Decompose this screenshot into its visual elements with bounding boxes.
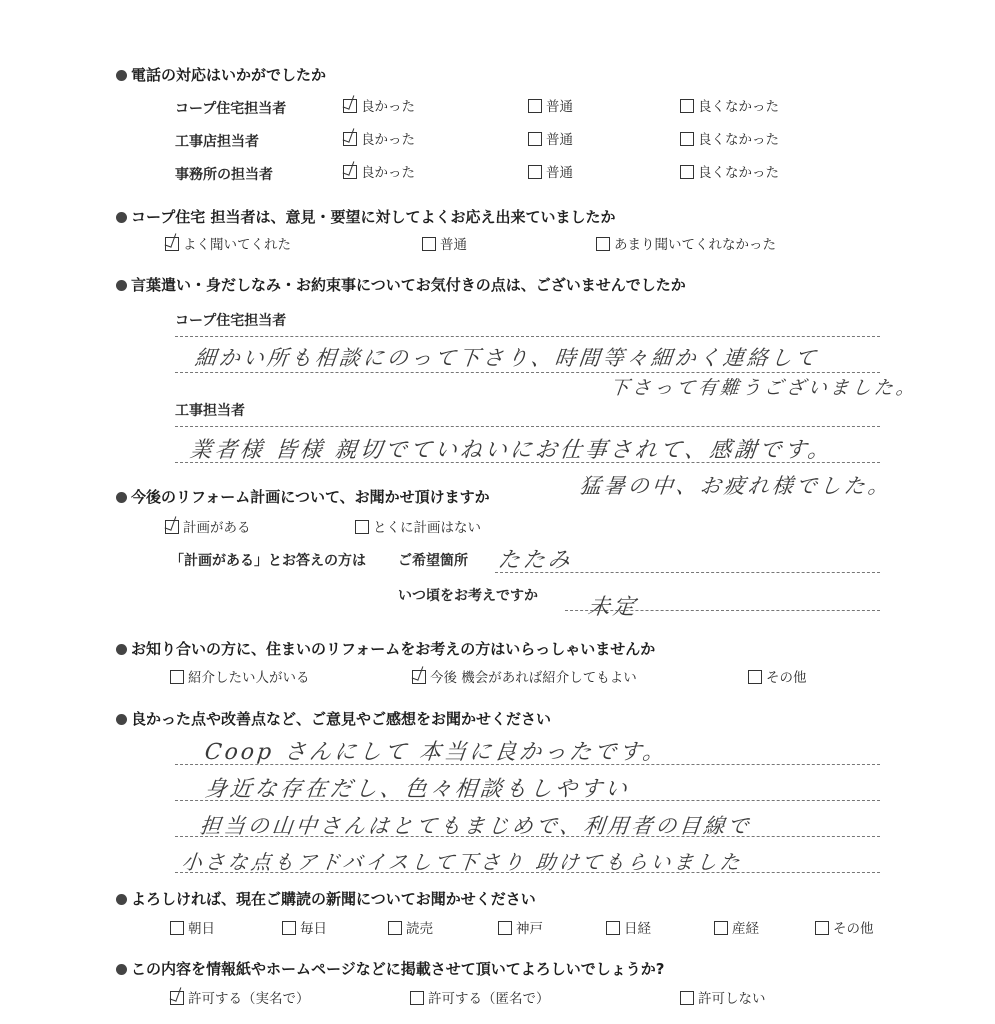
q5-title: お知り合いの方に、住まいのリフォームをお考えの方はいらっしゃいませんか	[116, 638, 655, 659]
q8-opt2[interactable]: 許可する（匿名で）	[410, 987, 550, 1007]
checkbox-icon[interactable]	[680, 991, 694, 1005]
answer-line	[175, 836, 880, 837]
answer-line	[175, 764, 880, 765]
q2-opt1[interactable]: よく聞いてくれた	[165, 233, 291, 253]
q7-opt-yomiuri[interactable]: 読売	[388, 917, 433, 937]
q1-row3-opt2[interactable]: 普通	[528, 161, 573, 181]
q1-row1-label: コープ住宅担当者	[175, 101, 287, 117]
q1-row2-opt1[interactable]: 良かった	[343, 128, 415, 148]
checkbox-checked-icon[interactable]	[343, 99, 357, 113]
q1-row2-label: 工事店担当者	[175, 134, 259, 150]
q4-place-value: たたみ	[496, 548, 575, 573]
q1-row3-label: 事務所の担当者	[175, 167, 273, 183]
checkbox-icon[interactable]	[680, 132, 694, 146]
answer-line	[175, 872, 880, 873]
q4-opt2[interactable]: とくに計画はない	[355, 516, 481, 536]
q1-row1-opt2[interactable]: 普通	[528, 95, 573, 115]
q8-title: この内容を情報紙やホームページなどに掲載させて頂いてよろしいでしょうか?	[116, 958, 664, 979]
checkbox-icon[interactable]	[748, 670, 762, 684]
q1-row3-opt3[interactable]: 良くなかった	[680, 161, 779, 181]
q6-handwriting-1: Coop さんにして 本当に良かったです。	[203, 740, 669, 765]
q8-opt1[interactable]: 許可する（実名で）	[170, 987, 310, 1007]
q6-handwriting-4: 小さな点もアドバイスして下さり 助けてもらいました	[180, 850, 744, 874]
checkbox-icon[interactable]	[355, 520, 369, 534]
checkbox-icon[interactable]	[528, 132, 542, 146]
q1-row1-opt1[interactable]: 良かった	[343, 95, 415, 115]
q1-row3-opt1[interactable]: 良かった	[343, 161, 415, 181]
checkbox-icon[interactable]	[410, 991, 424, 1005]
bullet-icon	[116, 70, 127, 81]
bullet-icon	[116, 212, 127, 223]
checkbox-checked-icon[interactable]	[170, 991, 184, 1005]
checkbox-icon[interactable]	[170, 921, 184, 935]
bullet-icon	[116, 280, 127, 291]
q5-opt1[interactable]: 紹介したい人がいる	[170, 666, 310, 686]
checkbox-icon[interactable]	[498, 921, 512, 935]
q7-opt-asahi[interactable]: 朝日	[170, 917, 215, 937]
bullet-icon	[116, 894, 127, 905]
q2-opt2[interactable]: 普通	[422, 233, 467, 253]
checkbox-checked-icon[interactable]	[165, 520, 179, 534]
checkbox-icon[interactable]	[606, 921, 620, 935]
bullet-icon	[116, 714, 127, 725]
q6-title: 良かった点や改善点など、ご意見やご感想をお聞かせください	[116, 708, 551, 729]
bullet-icon	[116, 492, 127, 503]
q7-opt-sankei[interactable]: 産経	[714, 917, 759, 937]
checkbox-icon[interactable]	[388, 921, 402, 935]
checkbox-icon[interactable]	[170, 670, 184, 684]
q7-opt-kobe[interactable]: 神戸	[498, 917, 543, 937]
answer-line	[565, 610, 880, 611]
q5-opt2[interactable]: 今後 機会があれば紹介してもよい	[412, 666, 637, 686]
checkbox-icon[interactable]	[596, 237, 610, 251]
checkbox-icon[interactable]	[714, 921, 728, 935]
q6-handwriting-2: 身近な存在だし、色々相談もしやすい	[203, 777, 632, 802]
checkbox-icon[interactable]	[422, 237, 436, 251]
bullet-icon	[116, 964, 127, 975]
q2-title: コープ住宅 担当者は、意見・要望に対してよくお応え出来ていましたか	[116, 206, 615, 227]
checkbox-checked-icon[interactable]	[343, 165, 357, 179]
answer-line	[175, 462, 880, 463]
checkbox-icon[interactable]	[528, 99, 542, 113]
q1-row2-opt3[interactable]: 良くなかった	[680, 128, 779, 148]
checkbox-icon[interactable]	[282, 921, 296, 935]
checkbox-checked-icon[interactable]	[412, 670, 426, 684]
q4-title: 今後のリフォーム計画について、お聞かせ頂けますか	[116, 486, 490, 507]
q3-label-coop: コープ住宅担当者	[175, 313, 287, 329]
answer-line	[175, 336, 880, 337]
q2-opt3[interactable]: あまり聞いてくれなかった	[596, 233, 776, 253]
q6-handwriting-3: 担当の山中さんはとてもまじめで、利用者の目線で	[198, 814, 753, 838]
q3-handwriting-2b: 猛暑の中、お疲れ様でした。	[578, 474, 894, 498]
q1-title: 電話の対応はいかがでしたか	[116, 64, 326, 85]
checkbox-checked-icon[interactable]	[165, 237, 179, 251]
q4-when-value: 未定	[586, 595, 640, 620]
q7-opt-mainichi[interactable]: 毎日	[282, 917, 327, 937]
answer-line	[495, 572, 880, 573]
q4-opt1[interactable]: 計画がある	[165, 516, 251, 536]
answer-line	[175, 800, 880, 801]
answer-line	[175, 426, 880, 427]
q3-handwriting-1a: 細かい所も相談にのって下さり、時間等々細かく連絡して	[193, 346, 820, 370]
q4-when-label: いつ頃をお考えですか	[398, 588, 538, 604]
q1-row2-opt2[interactable]: 普通	[528, 128, 573, 148]
q3-label-builder: 工事担当者	[175, 403, 245, 419]
q3-title: 言葉遣い・身だしなみ・お約束事についてお気付きの点は、ございませんでしたか	[116, 274, 686, 295]
checkbox-checked-icon[interactable]	[343, 132, 357, 146]
q7-opt-nikkei[interactable]: 日経	[606, 917, 651, 937]
bullet-icon	[116, 644, 127, 655]
q3-handwriting-1b: 下さって有難うございました。	[608, 377, 920, 399]
checkbox-icon[interactable]	[680, 99, 694, 113]
q4-sub-label: 「計画がある」とお答えの方は	[170, 553, 366, 569]
checkbox-icon[interactable]	[680, 165, 694, 179]
q7-title: よろしければ、現在ご購読の新聞についてお聞かせください	[116, 888, 536, 909]
q5-opt3[interactable]: その他	[748, 666, 807, 686]
checkbox-icon[interactable]	[528, 165, 542, 179]
q1-row1-opt3[interactable]: 良くなかった	[680, 95, 779, 115]
q3-handwriting-2a: 業者様 皆様 親切でていねいにお仕事されて、感謝です。	[188, 438, 834, 463]
q7-opt-other[interactable]: その他	[815, 917, 874, 937]
checkbox-icon[interactable]	[815, 921, 829, 935]
q4-place-label: ご希望箇所	[398, 553, 468, 569]
q8-opt3[interactable]: 許可しない	[680, 987, 766, 1007]
